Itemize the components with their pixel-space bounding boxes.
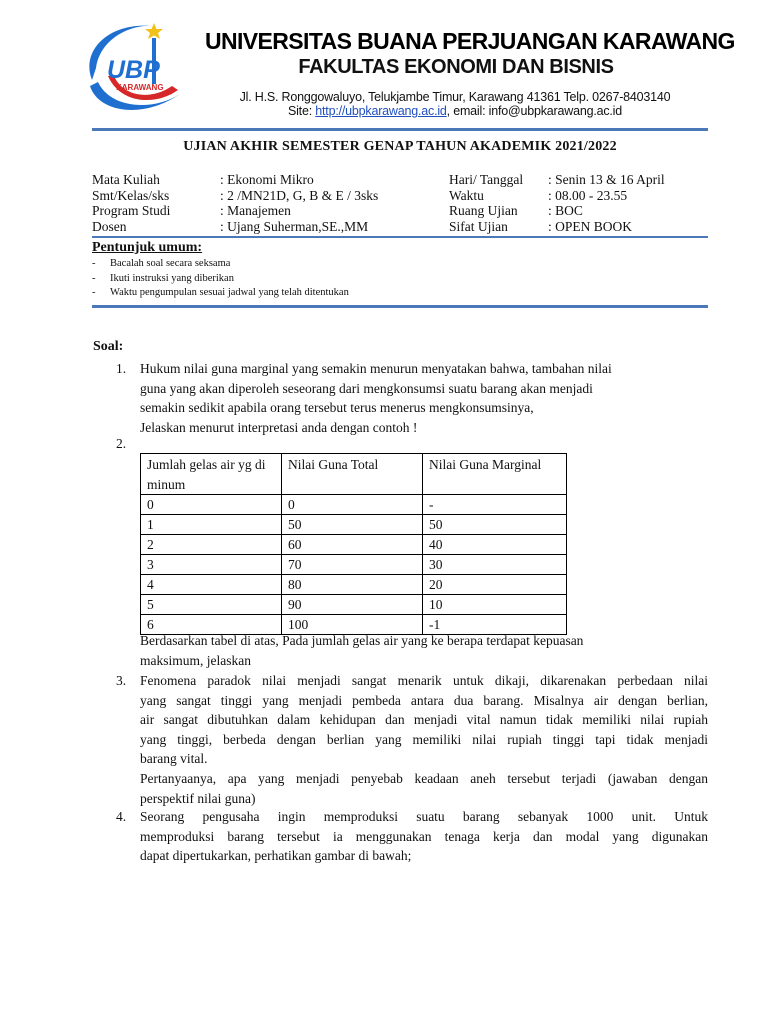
info-label: Program Studi	[92, 203, 171, 218]
table-cell: 60	[282, 535, 423, 555]
question-number: 1.	[116, 361, 127, 376]
table-cell: 50	[282, 515, 423, 535]
table-cell: 30	[423, 555, 567, 575]
column-header: Nilai Guna Total	[282, 454, 423, 495]
list-item: - Bacalah soal secara seksama	[92, 257, 349, 272]
question-line: air sangat dibutuhkan dalam kehidupan dan menjadi vital namun tidak memiliki nilai rupiah	[140, 712, 708, 728]
question-line: yang sangat tinggi yang menjadi pembeda antara dua barang. Misalnya air dengan berlian,	[140, 692, 708, 708]
info-label: Waktu	[449, 187, 484, 203]
question-text	[140, 359, 708, 437]
instruction-text: Bacalah soal secara seksama	[110, 258, 231, 269]
table-row	[141, 535, 567, 555]
question-line: semakin sedikit apabila orang tersebut terus menerus mengkonsumsinya,	[140, 400, 534, 416]
site-link[interactable]: http://ubpkarawang.ac.id	[315, 104, 447, 118]
table-cell: 5	[141, 595, 282, 615]
info-label: Sifat Ujian	[449, 218, 508, 234]
university-logo	[80, 20, 190, 118]
questions-title: Soal:	[93, 339, 124, 354]
table-cell: 90	[282, 595, 423, 615]
info-value: : Manajemen	[220, 203, 291, 218]
info-value: : 2 /MN21D, G, B & E / 3sks	[220, 187, 379, 203]
university-name: UNIVERSITAS BUANA PERJUANGAN KARAWANG	[205, 28, 735, 54]
address-block	[200, 90, 710, 118]
info-label: Mata Kuliah	[92, 172, 160, 187]
question-line: Pertanyaanya, apa yang menjadi penyebab keadaan aneh tersebut terjadi (jawaban dengan	[140, 770, 708, 786]
info-value: : Senin 13 & 16 April	[548, 172, 665, 187]
question-line: Berdasarkan tabel di atas, Pada jumlah gelas air yang ke berapa terdapat kepuasan	[140, 633, 584, 648]
info-value: : OPEN BOOK	[548, 218, 633, 234]
table-cell: 3	[141, 555, 282, 575]
table-cell: -1	[423, 615, 567, 635]
exam-title: UJIAN AKHIR SEMESTER GENAP TAHUN AKADEMIK 2021/2022	[183, 139, 617, 154]
info-label: Dosen	[92, 218, 127, 234]
question-line: maksimum, jelaskan	[140, 652, 251, 668]
info-left-labels	[92, 172, 170, 234]
question-text	[140, 631, 708, 670]
table-cell: 0	[282, 495, 423, 515]
table-row	[141, 575, 567, 595]
table-cell: -	[423, 495, 567, 515]
table-row	[141, 555, 567, 575]
list-item: - Waktu pengumpulan sesuai jadwal yang telah ditentukan	[92, 286, 349, 301]
table-row	[141, 515, 567, 535]
question-line: yang tinggi, berbeda dengan berlian yang memiliki nilai rupiah tinggi tapi tidak menjadi	[140, 731, 708, 747]
logo-text: UBP	[107, 56, 160, 84]
table-cell: 2	[141, 535, 282, 555]
info-value: : Ujang Suherman,SE.,MM	[220, 218, 369, 234]
question-line: Hukum nilai guna marginal yang semakin menurun menyatakan bahwa, tambahan nilai	[140, 361, 612, 376]
header-divider	[92, 128, 708, 131]
table-cell: 40	[423, 535, 567, 555]
address-line: Jl. H.S. Ronggowaluyo, Telukjambe Timur, Karawang 41361 Telp. 0267-8403140	[239, 90, 671, 104]
contact-line	[200, 104, 710, 118]
instruction-text: Waktu pengumpulan sesuai jadwal yang telah ditentukan	[110, 287, 349, 298]
instruction-text: Ikuti instruksi yang diberikan	[110, 272, 234, 284]
list-item: - Ikuti instruksi yang diberikan	[92, 272, 349, 287]
marginal-utility-table	[140, 453, 567, 635]
table-cell: 1	[141, 515, 282, 535]
table-cell: 6	[141, 615, 282, 635]
info-left-values	[220, 172, 378, 234]
info-label: Hari/ Tanggal	[449, 172, 524, 187]
question-line: Jelaskan menurut interpretasi anda dengan contoh !	[140, 419, 418, 435]
info-value: : 08.00 - 23.55	[548, 187, 628, 203]
info-divider	[92, 236, 708, 238]
table-cell: 10	[423, 595, 567, 615]
info-value: : BOC	[548, 203, 583, 218]
question-line: perspektif nilai guna)	[140, 790, 256, 806]
question-line: dapat dipertukarkan, perhatikan gambar di bawah;	[140, 848, 412, 864]
question-number: 3.	[116, 673, 127, 688]
instructions-title: Pentunjuk umum:	[92, 240, 203, 255]
question-line: Fenomena paradok nilai menjadi sangat menarik untuk dikaji, dikarenakan perbedaan nilai	[140, 673, 708, 688]
info-label: Smt/Kelas/sks	[92, 187, 170, 203]
question-line: memproduksi barang tersebut ia menggunakan tenaga kerja dan modal yang digunakan	[140, 828, 708, 844]
info-right-values	[548, 172, 665, 234]
question-text	[140, 807, 708, 866]
instructions-list	[92, 257, 349, 301]
table-cell: 80	[282, 575, 423, 595]
question-line: guna yang akan diperoleh seseorang dari mengkonsumsi suatu barang akan menjadi	[140, 380, 593, 396]
logo-subtext: KARAWANG	[116, 83, 164, 92]
table-header-row	[141, 454, 567, 495]
table-cell: 70	[282, 555, 423, 575]
table-cell: 4	[141, 575, 282, 595]
question-line: barang vital.	[140, 751, 208, 767]
question-line: Seorang pengusaha ingin memproduksi suatu barang sebanyak 1000 unit. Untuk	[140, 809, 708, 824]
question-text	[140, 671, 708, 808]
column-header: Jumlah gelas air yg di minum	[141, 454, 282, 495]
table-row	[141, 595, 567, 615]
email-text: , email: info@ubpkarawang.ac.id	[446, 104, 623, 118]
column-header: Nilai Guna Marginal	[423, 454, 567, 495]
info-label: Ruang Ujian	[449, 203, 518, 218]
table-cell: 0	[141, 495, 282, 515]
info-right-labels	[449, 172, 523, 234]
table-row	[141, 495, 567, 515]
table-cell: 20	[423, 575, 567, 595]
question-number: 4.	[116, 809, 127, 824]
instructions-divider	[92, 305, 708, 308]
info-value: : Ekonomi Mikro	[220, 172, 314, 187]
table-cell: 50	[423, 515, 567, 535]
site-label: Site:	[287, 104, 316, 118]
question-number: 2.	[116, 436, 127, 451]
faculty-name: FAKULTAS EKONOMI DAN BISNIS	[298, 56, 614, 78]
table-cell: 100	[282, 615, 423, 635]
